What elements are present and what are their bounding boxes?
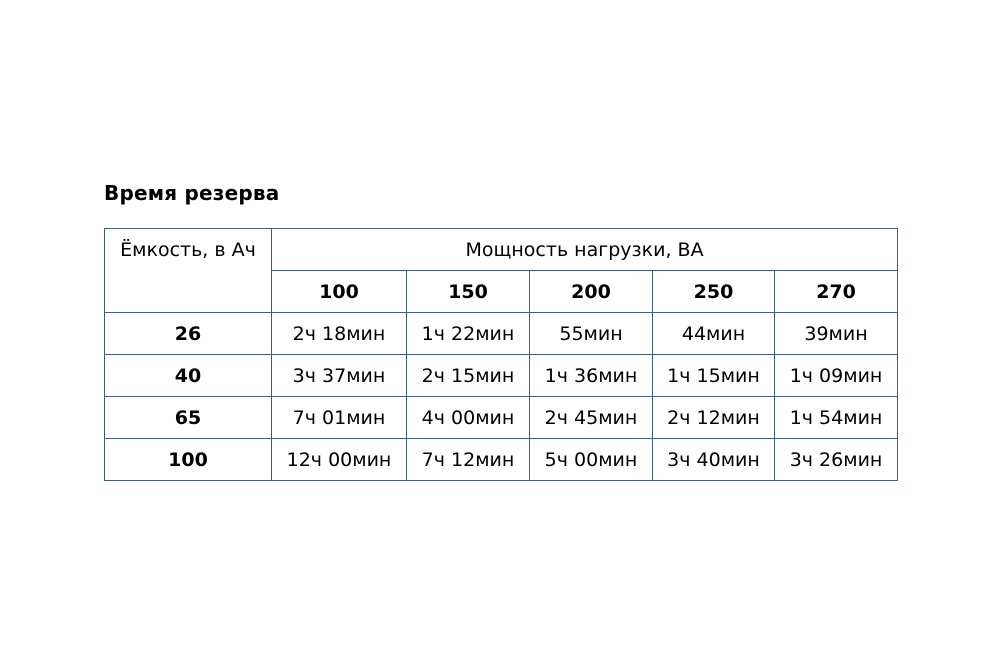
time-cell: 39мин: [775, 313, 898, 355]
load-value: 200: [530, 271, 653, 313]
reserve-time-table: [104, 228, 898, 481]
time-cell: 2ч 12мин: [653, 397, 775, 439]
time-cell: 7ч 12мин: [407, 439, 530, 481]
load-value: 100: [272, 271, 407, 313]
time-cell: 4ч 00мин: [407, 397, 530, 439]
time-cell: 1ч 22мин: [407, 313, 530, 355]
load-value: 150: [407, 271, 530, 313]
table-row: [105, 397, 898, 439]
table-row: [105, 313, 898, 355]
time-cell: 1ч 54мин: [775, 397, 898, 439]
time-cell: 3ч 40мин: [653, 439, 775, 481]
time-cell: 2ч 15мин: [407, 355, 530, 397]
capacity-cell: 100: [105, 439, 272, 481]
capacity-cell: 40: [105, 355, 272, 397]
load-value: 250: [653, 271, 775, 313]
load-value: 270: [775, 271, 898, 313]
load-header: Мощность нагрузки, ВА: [272, 229, 898, 271]
time-cell: 2ч 45мин: [530, 397, 653, 439]
time-cell: 3ч 37мин: [272, 355, 407, 397]
capacity-cell: 26: [105, 313, 272, 355]
capacity-cell: 65: [105, 397, 272, 439]
table-row: [105, 439, 898, 481]
time-cell: 1ч 36мин: [530, 355, 653, 397]
time-cell: 12ч 00мин: [272, 439, 407, 481]
time-cell: 5ч 00мин: [530, 439, 653, 481]
time-cell: 55мин: [530, 313, 653, 355]
page-title: Время резерва: [104, 181, 280, 205]
capacity-header: Ёмкость, в Ач: [105, 229, 272, 313]
time-cell: 3ч 26мин: [775, 439, 898, 481]
time-cell: 1ч 15мин: [653, 355, 775, 397]
time-cell: 44мин: [653, 313, 775, 355]
time-cell: 2ч 18мин: [272, 313, 407, 355]
table-header-row: [105, 229, 898, 271]
time-cell: 1ч 09мин: [775, 355, 898, 397]
time-cell: 7ч 01мин: [272, 397, 407, 439]
table-row: [105, 355, 898, 397]
